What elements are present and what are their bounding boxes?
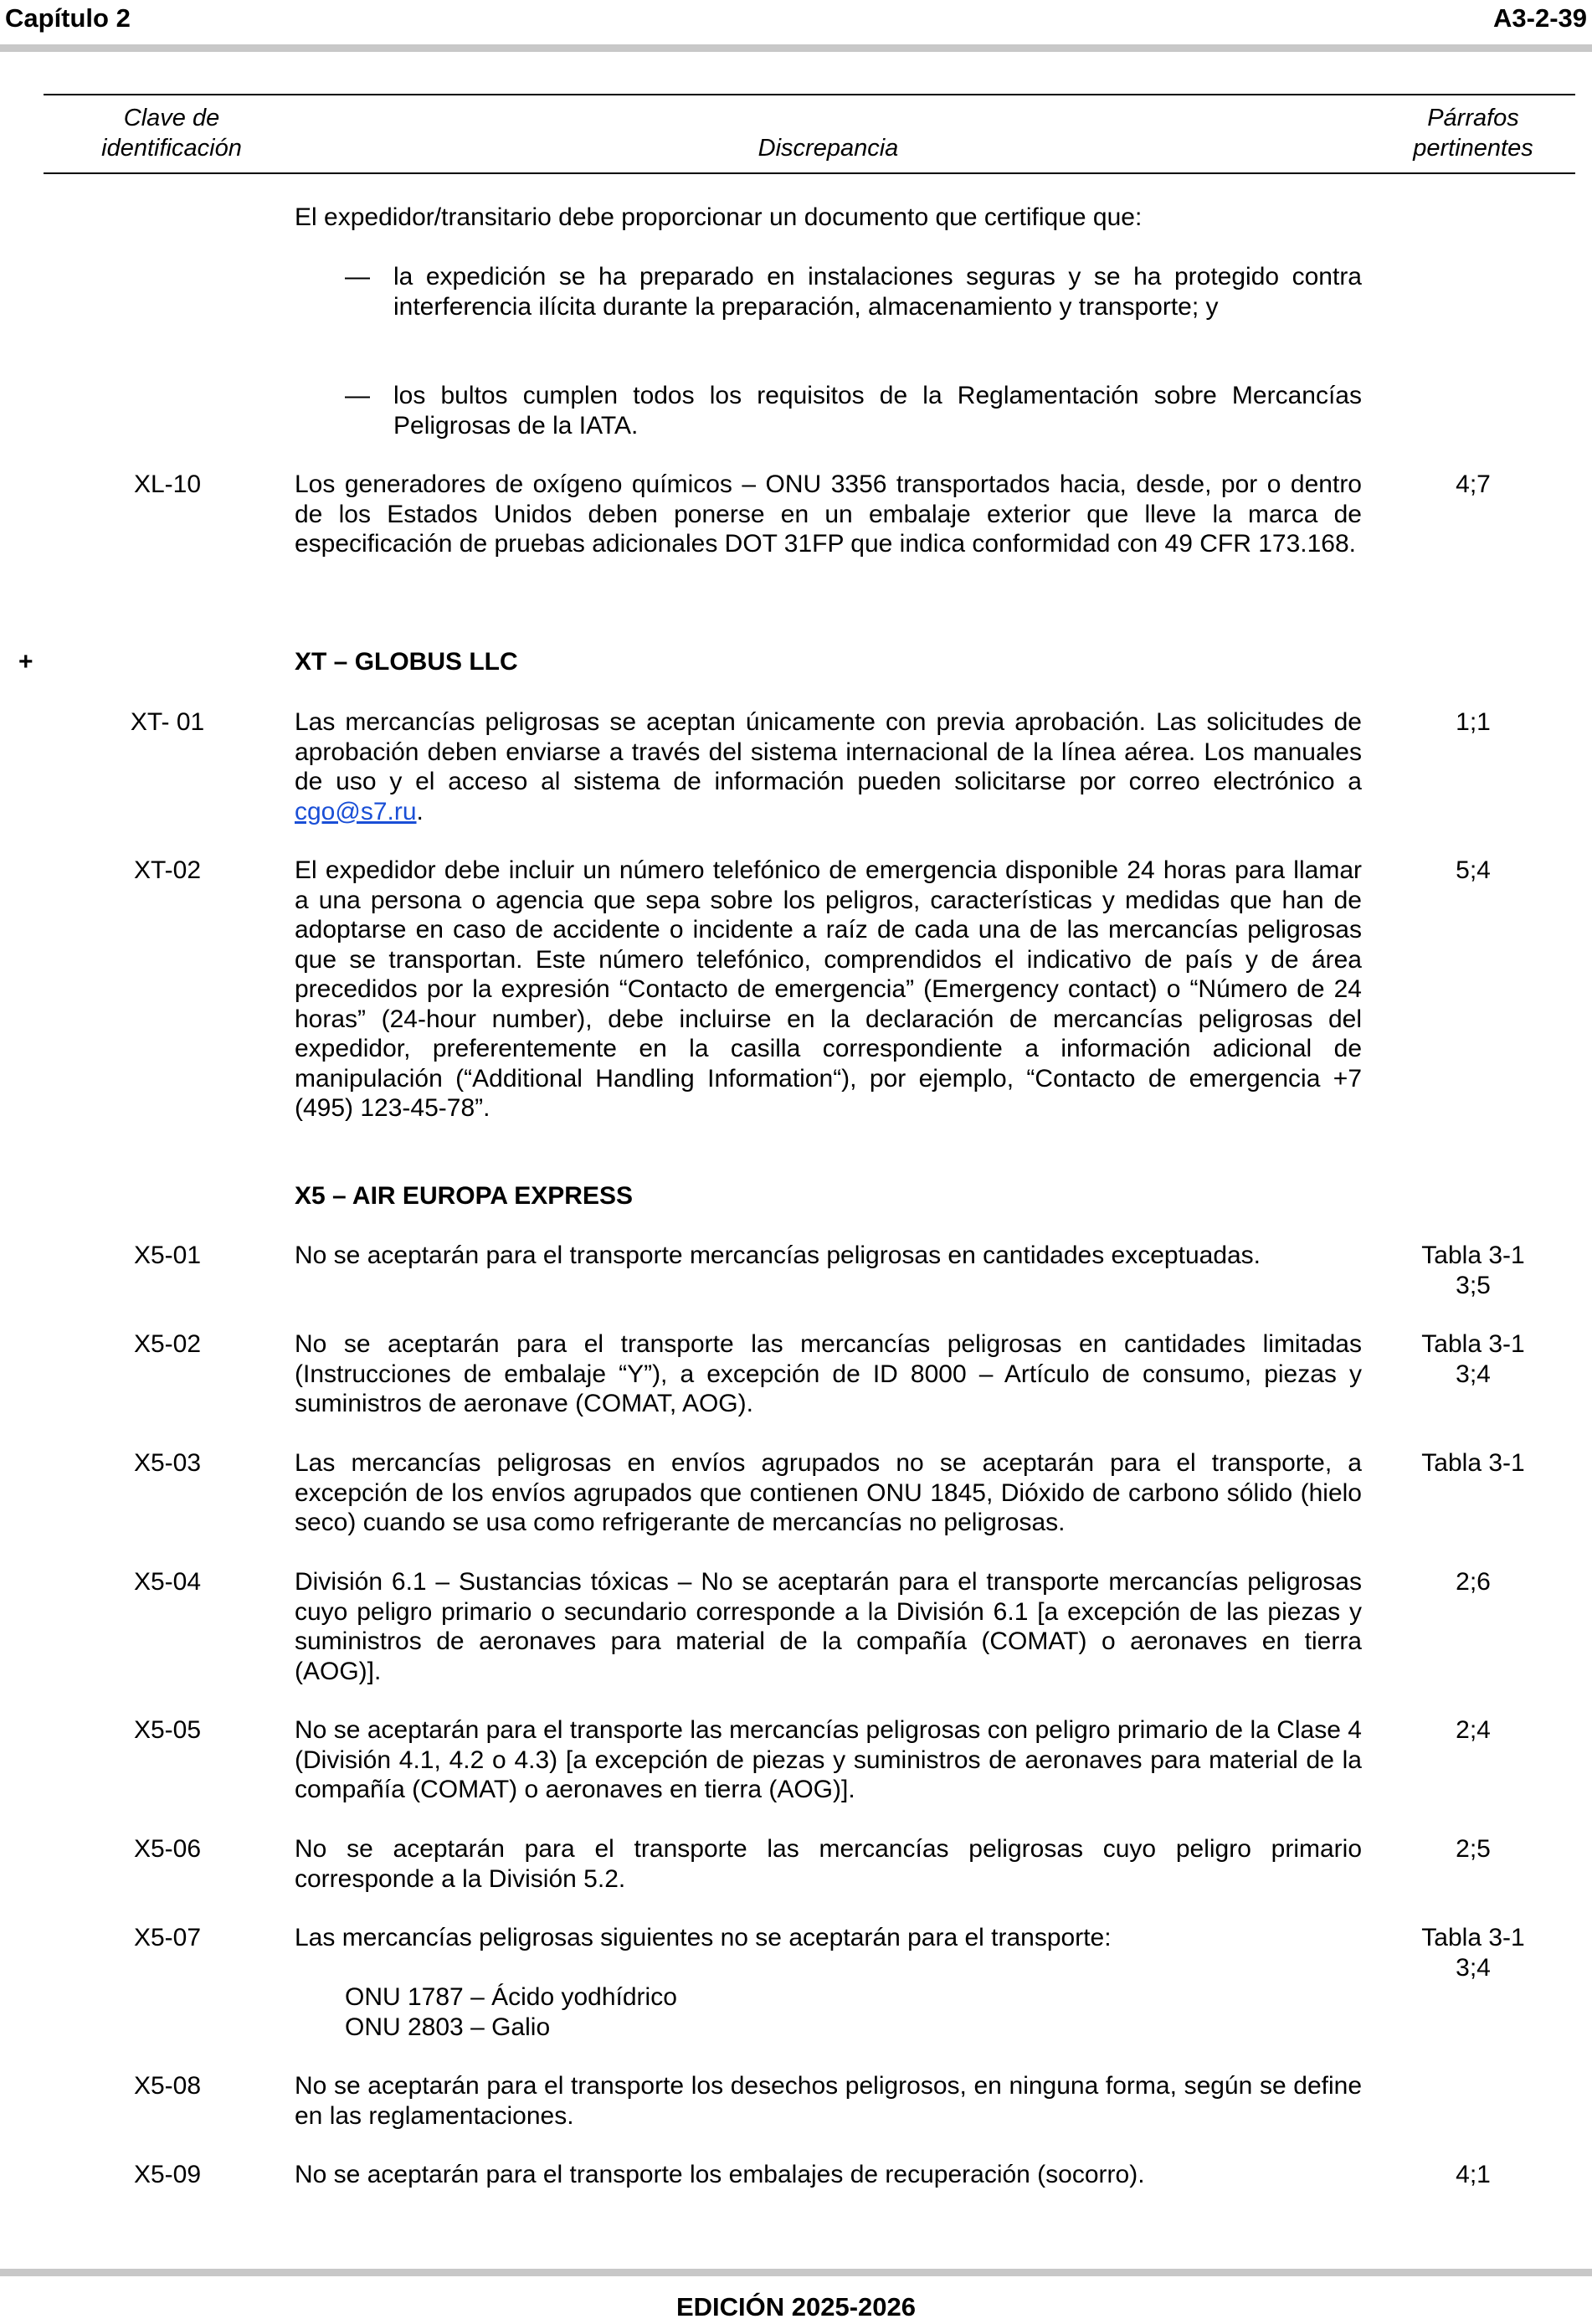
row-paragraphs: 4;1 — [1456, 2161, 1491, 2188]
intro-lead: El expedidor/transitario debe proporcionar un documento que certifique que: — [295, 203, 1143, 231]
column-header-key-line2: identificación — [101, 135, 242, 162]
row-paragraphs: 2;6 — [1456, 1568, 1491, 1596]
table-header-bottom-rule — [44, 172, 1575, 174]
row-key: X5-03 — [133, 1449, 202, 1477]
row-key: XL-10 — [133, 470, 202, 498]
page-reference: A3-2-39 — [1493, 3, 1587, 33]
footer-divider — [0, 2269, 1592, 2276]
row-key: X5-07 — [133, 1924, 202, 1951]
row-key: X5-05 — [133, 1716, 202, 1744]
row-paragraphs: 2;5 — [1456, 1835, 1491, 1863]
row-text: No se aceptarán para el transporte las mercancías peligrosas en cantidades limitadas (Instrucciones de embalaje “Y”), a excepción de ID 8000 – Artículo de consumo, piezas y suministros de aeronave (COMAT, AOG). — [295, 1330, 1362, 1417]
row-text: El expedidor debe incluir un número telefónico de emergencia disponible 24 horas para llamar a una persona o agencia que sepa sobre los peligros, características y medidas que han de adoptarse en caso de accidente o incidente a raíz de cada una de las mercancías peligrosas que se transportan. Este número telefónico, comprendidos el indicativo de país y de área precedidos por la expresión “Contacto de emergencia” (Emergency contact) o “Número de 24 horas” (24-hour number), debe incluirse en la declaración de mercancías peligrosas del expedidor, preferentemente en la casilla correspondiente a información adicional de manipulación (“Additional Handling Information“), por ejemplo, “Contacto de emergencia +7 (495) 123-45-78”. — [295, 856, 1362, 1122]
row-key: X5-02 — [133, 1330, 202, 1358]
header-divider — [0, 44, 1592, 52]
column-header-key — [84, 103, 259, 163]
email-link[interactable]: cgo@s7.ru — [295, 797, 417, 825]
dash-bullet: — — [345, 382, 370, 409]
column-header-discrepancy: Discrepancia — [757, 135, 899, 162]
row-key: XT- 01 — [130, 708, 205, 736]
chapter-label: Capítulo 2 — [5, 3, 131, 33]
section-heading: XT – GLOBUS LLC — [295, 648, 518, 676]
row-text: Las mercancías peligrosas en envíos agrupados no se aceptarán para el transporte, a excepción de los envíos agrupados que contienen ONU 1845, Dióxido de carbono sólido (hielo seco) cuando se usa como refrigerante de mercancías no peligrosas. — [295, 1449, 1362, 1536]
table-header-top-rule — [44, 94, 1575, 95]
row-paragraphs: 4;7 — [1456, 470, 1491, 498]
list-item: ONU 1787 – Ácido yodhídrico — [345, 1983, 677, 2011]
section-heading: X5 – AIR EUROPA EXPRESS — [295, 1182, 634, 1210]
row-paragraphs: 2;4 — [1456, 1716, 1491, 1744]
intro-bullet-2: los bultos cumplen todos los requisitos de la Reglamentación sobre Mercancías Peligrosas de la IATA. — [393, 382, 1362, 440]
dash-bullet: — — [345, 263, 370, 290]
row-paragraphs: Tabla 3-1 — [1421, 1449, 1525, 1477]
row-text: Las mercancías peligrosas siguientes no se aceptarán para el transporte: ONU 1787 – Ácido yodhídrico ONU 2803 – Galio — [295, 1923, 1362, 2015]
row-text: Las mercancías peligrosas se aceptan únicamente con previa aprobación. Las solicitudes de aprobación deben enviarse a través del sistema internacional de la línea aérea. Los manuales de uso y el acceso al sistema de información pueden solicitarse por correo electrónico a cgo@s7.ru. — [295, 708, 1362, 825]
row-text: No se aceptarán para el transporte los embalajes de recuperación (socorro). — [295, 2161, 1145, 2188]
row-key: XT-02 — [133, 856, 202, 884]
column-header-key-line1: Clave de — [123, 105, 220, 131]
revision-marker: + — [18, 648, 33, 676]
row-text: Los generadores de oxígeno químicos – ONU 3356 transportados hacia, desde, por o dentro de los Estados Unidos deben ponerse en un embalaje exterior que lleve la marca de especificación de pruebas adicionales DOT 31FP que indica conformidad con 49 CFR 173.168. — [295, 470, 1362, 558]
column-header-paragraphs — [1373, 103, 1574, 163]
row-text: No se aceptarán para el transporte las mercancías peligrosas con peligro primario de la Clase 4 (División 4.1, 4.2 o 4.3) [a excepción de piezas y suministros de aeronaves para material de la compañía (COMAT) o aeronaves en tierra (AOG)]. — [295, 1716, 1362, 1803]
row-paragraphs: 5;4 — [1456, 856, 1491, 884]
intro-bullet-1: la expedición se ha preparado en instalaciones seguras y se ha protegido contra interferencia ilícita durante la preparación, almacenamiento y transporte; y — [393, 263, 1362, 321]
list-item: ONU 2803 – Galio — [345, 2013, 551, 2041]
row-text: No se aceptarán para el transporte las mercancías peligrosas cuyo peligro primario corresponde a la División 5.2. — [295, 1835, 1362, 1893]
row-paragraphs: Tabla 3-1 3;4 — [1421, 1330, 1525, 1388]
row-key: X5-01 — [133, 1242, 202, 1269]
row-key: X5-04 — [133, 1568, 202, 1596]
row-key: X5-08 — [133, 2072, 202, 2100]
column-header-paragraphs-line1: Párrafos — [1427, 105, 1519, 131]
row-key: X5-06 — [133, 1835, 202, 1863]
column-header-paragraphs-line2: pertinentes — [1413, 135, 1533, 162]
row-paragraphs: Tabla 3-1 3;4 — [1421, 1924, 1525, 1982]
row-text: División 6.1 – Sustancias tóxicas – No se aceptarán para el transporte mercancías peligrosas cuyo peligro primario o secundario corresponde a la División 6.1 [a excepción de las piezas y suministros de aeronaves para material de la compañía (COMAT) o aeronaves en tierra (AOG)]. — [295, 1568, 1362, 1685]
row-text: No se aceptarán para el transporte los desechos peligrosos, en ninguna forma, según se define en las reglamentaciones. — [295, 2072, 1362, 2130]
row-text: No se aceptarán para el transporte mercancías peligrosas en cantidades exceptuadas. — [295, 1242, 1261, 1269]
edition-label: EDICIÓN 2025-2026 — [675, 2292, 917, 2321]
row-paragraphs: 1;1 — [1456, 708, 1491, 736]
row-paragraphs: Tabla 3-1 3;5 — [1421, 1242, 1525, 1299]
row-key: X5-09 — [133, 2161, 202, 2188]
